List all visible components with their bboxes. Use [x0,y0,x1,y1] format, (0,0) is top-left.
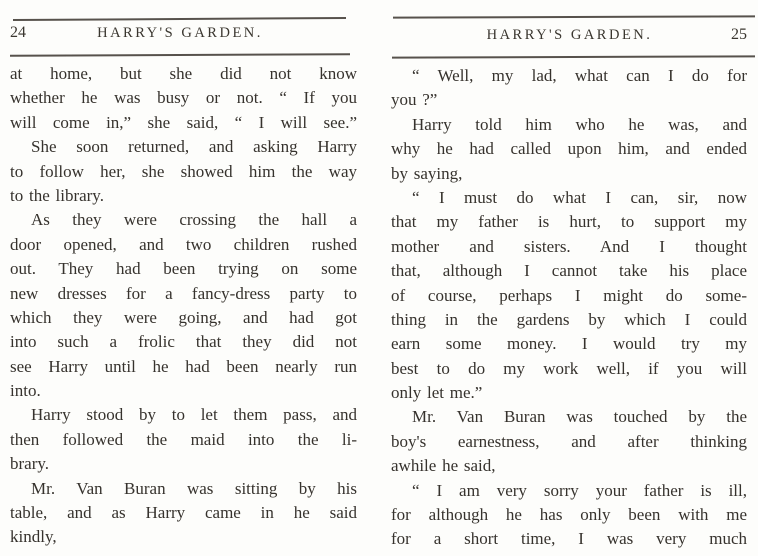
running-title: HARRY'S GARDEN. [486,27,653,43]
text-line: Mr. Van Buran was touched by the [412,407,747,427]
text-line: to the library. [10,185,104,205]
text-line: mother and sisters. And I thought [391,236,747,256]
text-line: “ I am very sorry your father is ill, [412,480,747,500]
text-line: into. [10,381,41,401]
running-title: HARRY'S GARDEN. [97,25,263,41]
page-header [392,26,747,44]
text-line: Mr. Van Buran was sitting by his [31,478,357,498]
text-line: whether he was busy or not. “ If you [10,88,357,108]
page-text [391,64,747,552]
text-line: of course, perhaps I might do some- [391,285,747,305]
text-line: see Harry until he had been nearly run [10,356,357,376]
text-line: Harry told him who he was, and [412,114,747,134]
text-line: only let me.” [391,383,483,403]
text-line: by saying, [391,163,463,183]
text-line: will come in,” she said, “ I will see.” [10,112,357,132]
text-line: to follow her, she showed him the way [10,161,357,181]
text-line: “ I must do what I can, sir, now [412,187,747,207]
text-line: into such a frolic that they did not [10,332,357,352]
text-line: that, although I cannot take his place [391,261,747,281]
text-line: why he had called upon him, and ended [391,139,747,159]
page-number: 24 [10,24,26,41]
header-rule-bottom [392,55,755,58]
text-line: boy's earnestness, and after thinking [391,431,747,451]
header-rule-top [13,17,346,21]
text-line: new dresses for a fancy-dress party to [10,283,357,303]
text-line: earn some money. I would try my [391,334,747,354]
text-line: at home, but she did not know [10,64,357,83]
text-line: She soon returned, and asking Harry [31,137,357,157]
text-line: Harry stood by to let them pass, and [31,405,357,425]
book-page-right [379,0,758,556]
text-line: that my father is hurt, to support my [391,212,747,232]
header-rule-bottom [10,53,350,56]
text-line: for although he has only been with me [391,505,747,525]
text-line: then followed the maid into the li- [10,429,357,449]
header-rule-top [393,15,755,18]
text-line: thing in the gardens by which I could [391,309,747,329]
text-line: brary. [10,454,50,474]
page-number: 25 [731,26,747,43]
text-line: you ?” [391,90,438,110]
text-line: As they were crossing the hall a [31,210,357,230]
page-header [10,24,350,42]
text-line: out. They had been trying on some [10,259,357,279]
text-line: awhile he said, [391,456,496,476]
text-line: “ Well, my lad, what can I do for [412,66,747,85]
text-line: for a short time, I was very much [391,529,747,549]
text-line: best to do my work well, if you will [391,358,747,378]
text-line: door opened, and two children rushed [10,234,357,254]
page-text [10,62,357,550]
text-line: which they were going, and had got [10,307,357,327]
text-line: table, and as Harry came in he said [10,503,357,523]
text-line: kindly, [10,527,57,547]
